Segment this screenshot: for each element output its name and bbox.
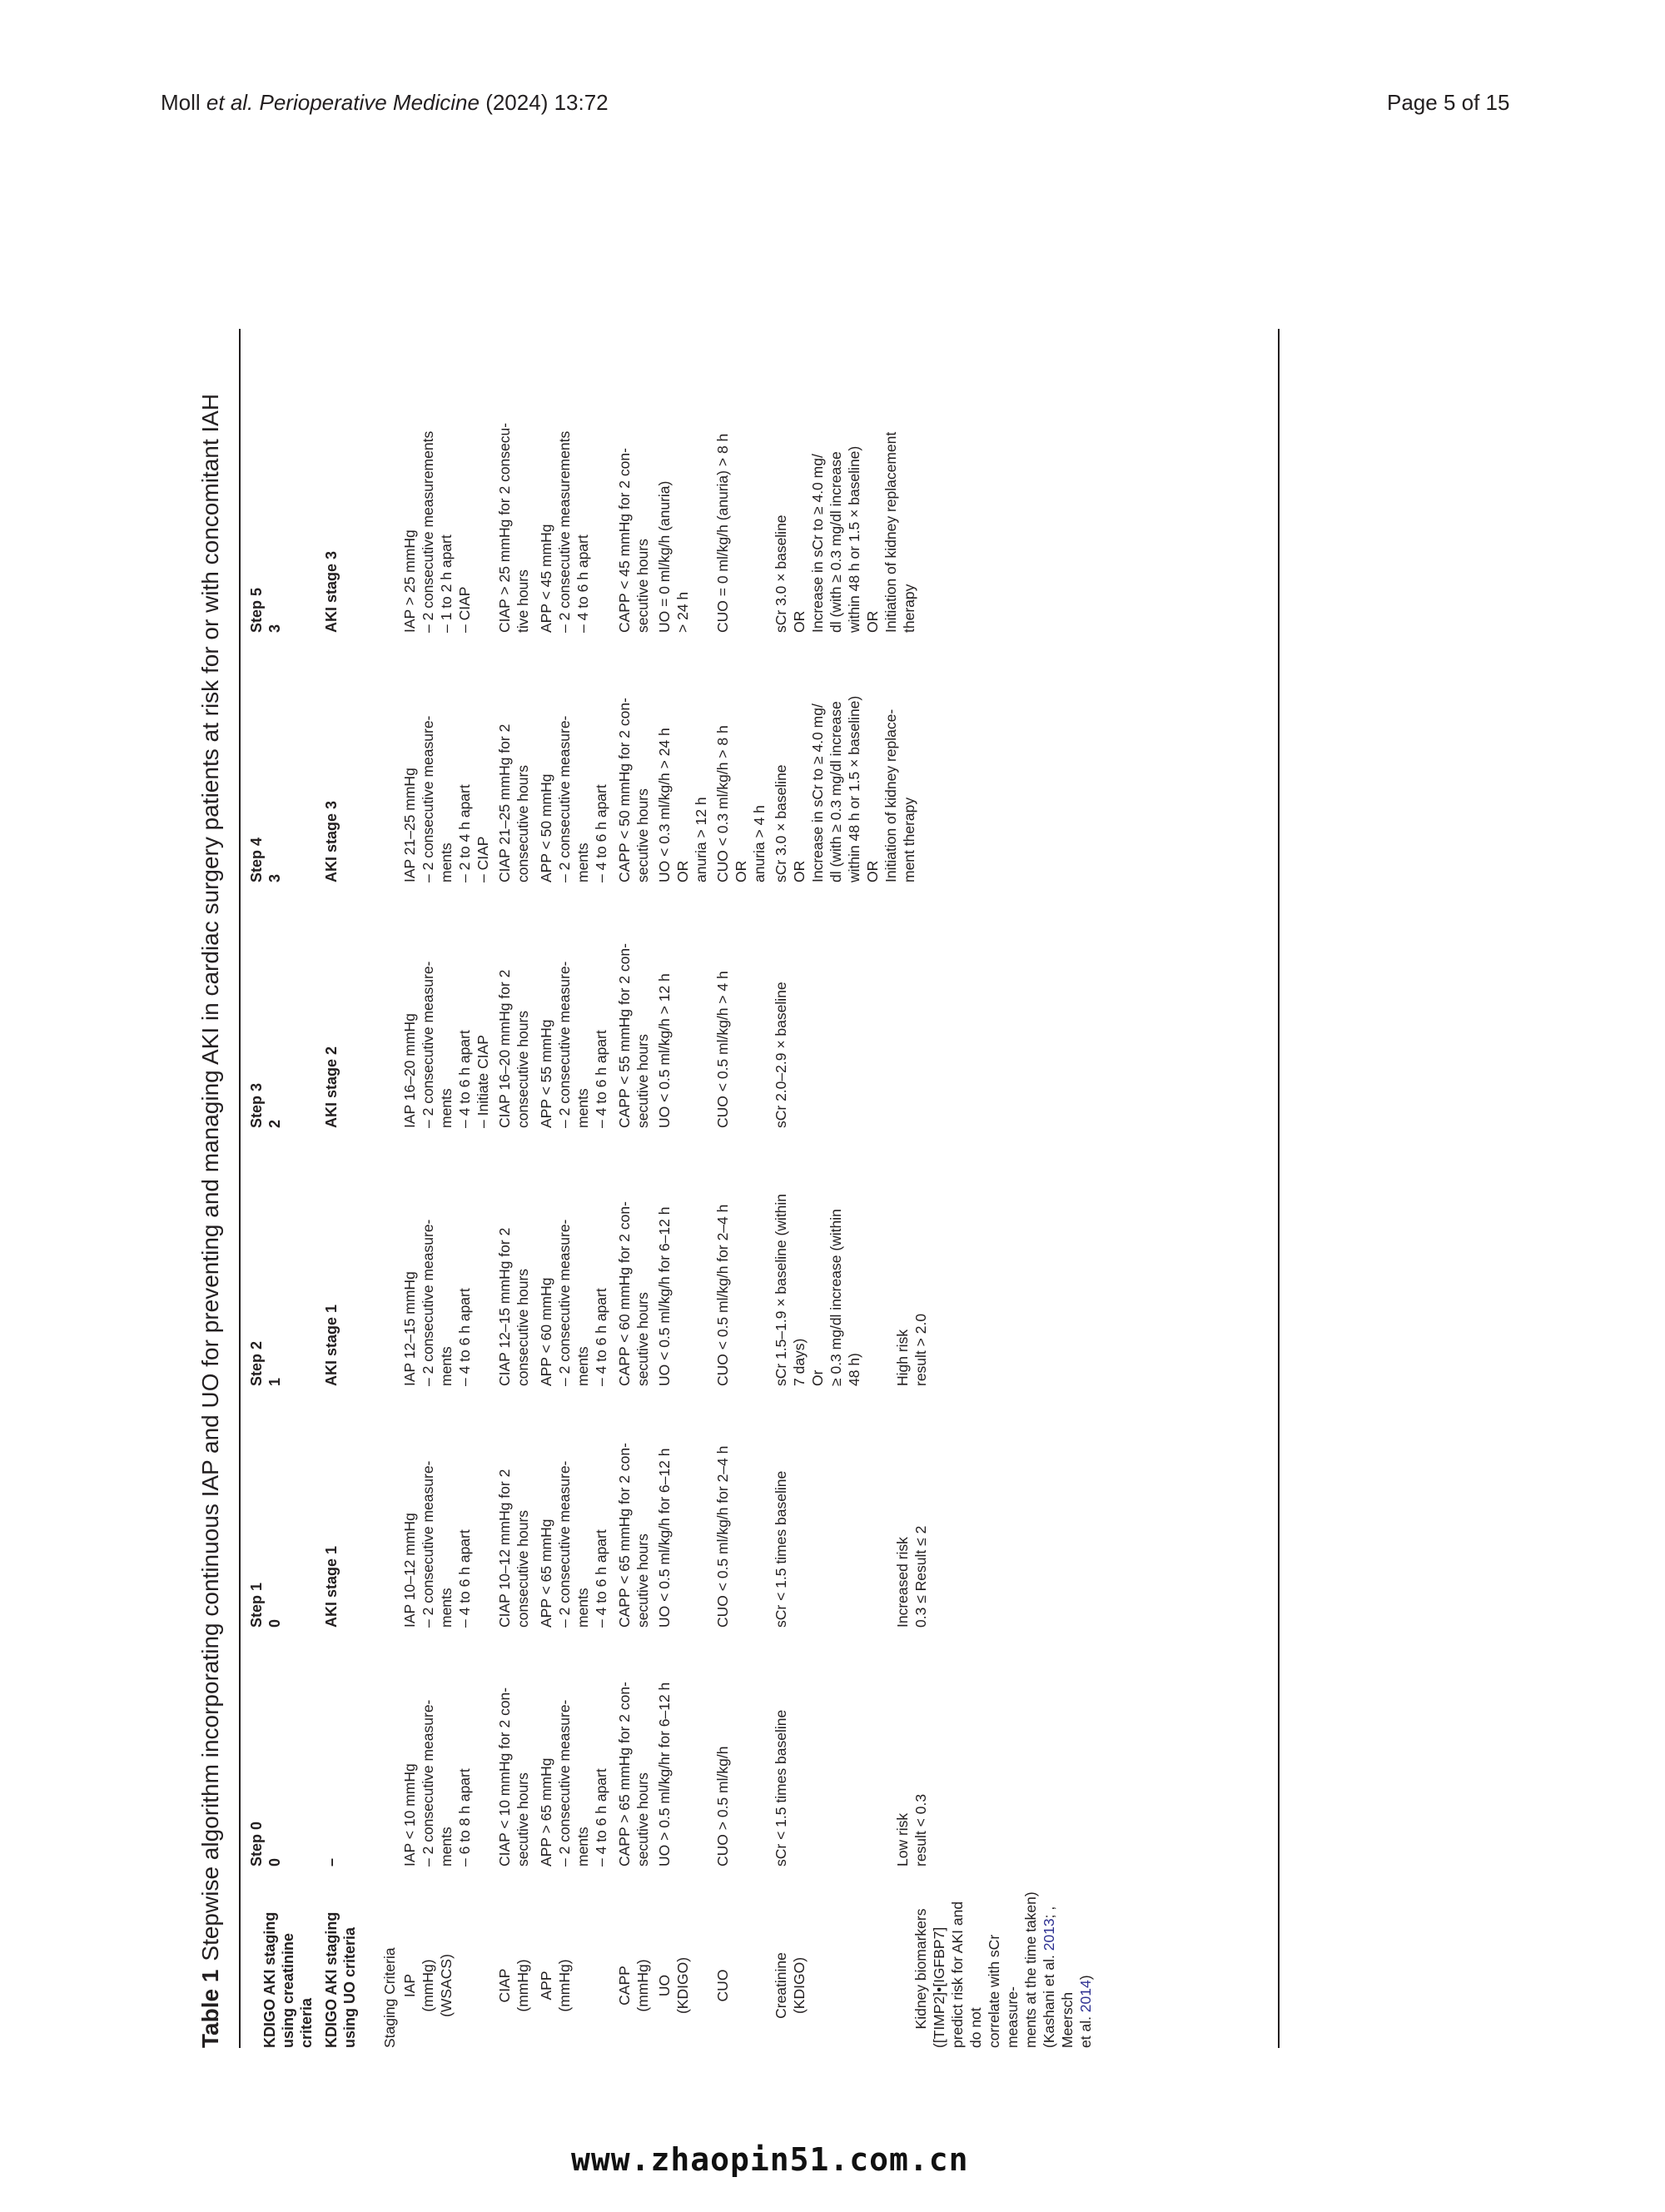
table-cell: sCr < 1.5 times baseline	[773, 1709, 789, 1867]
header-uo-step-3: AKI stage 2	[323, 1046, 340, 1128]
table-cell: Low risk result < 0.3	[894, 1793, 929, 1867]
table-sheet	[196, 329, 1282, 2048]
table-cell: APP < 60 mmHg – 2 consecutive measure- ments – 4 to 6 h apart	[538, 1219, 609, 1386]
table-label: Table 1	[197, 1969, 223, 2048]
table-cell: IAP > 25 mmHg – 2 consecutive measurements – 1 to 2 h apart – CIAP	[401, 430, 473, 633]
table-cell: CAPP < 60 mmHg for 2 con- secutive hours	[616, 1201, 651, 1386]
table-cell: IAP 12–15 mmHg – 2 consecutive measure- ments – 4 to 6 h apart	[401, 1219, 473, 1386]
table-cell: CIAP 10–12 mmHg for 2 consecutive hours	[496, 1469, 531, 1628]
row-label-ciap: CIAP (mmHg)	[496, 1959, 531, 2012]
header-step-1: Step 1 0	[248, 1582, 283, 1628]
table-cell: CIAP 16–20 mmHg for 2 consecutive hours	[496, 969, 531, 1128]
table-cell: CUO < 0.5 ml/kg/h > 4 h	[714, 971, 731, 1128]
biomarkers-title: Kidney biomarkers	[912, 1908, 929, 2030]
table-cell: CIAP > 25 mmHg for 2 consecu- tive hours	[496, 422, 531, 633]
header-uo-step-2: AKI stage 1	[323, 1304, 340, 1386]
table-cell: CUO < 0.5 ml/kg/h for 2–4 h	[714, 1204, 731, 1386]
header-uo-step-4: AKI stage 3	[323, 800, 340, 882]
header-step-5: Step 5 3	[248, 587, 283, 633]
table-cell: APP < 55 mmHg – 2 consecutive measure- ments – 4 to 6 h apart	[538, 961, 609, 1128]
biomarkers-note: ([TIMP2]•[IGFBP7] predict risk for AKI and do not correlate with sCr measure- ments at the time taken) (Kashani et al.	[931, 1891, 1057, 2048]
table-cell: UO < 0.5 ml/kg/h for 6–12 h	[656, 1206, 673, 1386]
table-cell: APP > 65 mmHg – 2 consecutive measure- ments – 4 to 6 h apart	[538, 1699, 609, 1867]
citation-link-kashani[interactable]: 2013	[1041, 1918, 1057, 1951]
table-cell: CUO < 0.5 ml/kg/h for 2–4 h	[714, 1445, 731, 1628]
header-uo-step-5: AKI stage 3	[323, 550, 340, 633]
table-cell: sCr 3.0 × baseline OR Increase in sCr to ≥ 4.0 mg/ dl (with ≥ 0.3 mg/dl increase within 48 h or 1.5 × baseline) OR Initiation of kidney replace- ment therapy	[773, 695, 917, 882]
header-uo-step-1: AKI stage 1	[323, 1545, 340, 1628]
table-cell: sCr < 1.5 times baseline	[773, 1470, 789, 1628]
header-creatinine-label: KDIGO AKI staging using creatinine criteria	[261, 1911, 315, 2048]
table-grid	[196, 329, 1282, 2048]
table-cell: High risk result > 2.0	[894, 1313, 929, 1386]
table-cell: CUO = 0 ml/kg/h (anuria) > 8 h	[714, 433, 731, 633]
table-cell: IAP 10–12 mmHg – 2 consecutive measure- ments – 4 to 6 h apart	[401, 1460, 473, 1628]
table-cell: CAPP < 55 mmHg for 2 con- secutive hours	[616, 943, 651, 1128]
header-uo-step-0: –	[323, 1857, 340, 1867]
header-step-3: Step 3 2	[248, 1082, 283, 1128]
header-step-4: Step 4 3	[248, 837, 283, 882]
table-cell: IAP 16–20 mmHg – 2 consecutive measure- ments – 4 to 6 h apart – Initiate CIAP	[401, 961, 491, 1128]
row-label-capp: CAPP (mmHg)	[616, 1959, 651, 2012]
table-cell: CAPP < 50 mmHg for 2 con- secutive hours	[616, 698, 651, 882]
row-label-uo: UO (KDIGO)	[656, 1956, 691, 2015]
table-cell: CUO > 0.5 ml/kg/h	[714, 1746, 731, 1867]
header-step-0: Step 0 0	[248, 1821, 283, 1867]
table-cell: CAPP < 45 mmHg for 2 con- secutive hours	[616, 448, 651, 633]
table-cell: sCr 1.5–1.9 × baseline (within 7 days) Or ≥ 0.3 mg/dl increase (within 48 h)	[773, 1193, 862, 1386]
table-cell: IAP 21–25 mmHg – 2 consecutive measure- ments – 2 to 4 h apart – CIAP	[401, 715, 491, 882]
row-label-iap: IAP (mmHg) (WSACS)	[401, 1954, 455, 2017]
table-cell: sCr 3.0 × baseline OR Increase in sCr to ≥ 4.0 mg/ dl (with ≥ 0.3 mg/dl increase within 48 h or 1.5 × baseline) OR Initiation of kidney replacement therapy	[773, 431, 917, 633]
table-cell: UO > 0.5 ml/kg/hr for 6–12 h	[656, 1682, 673, 1867]
biomarkers-note-end: )	[1077, 1975, 1094, 1981]
table-caption-text: Stepwise algorithm incorporating continuous IAP and UO for preventing and managing AKI in cardiac surgery patients at risk for or with concomitant IAH	[197, 393, 223, 1961]
header-uo-label: KDIGO AKI staging using UO criteria	[323, 1911, 358, 2048]
table-cell: CIAP 12–15 mmHg for 2 consecutive hours	[496, 1227, 531, 1386]
row-label-kidney-biomarkers	[893, 1890, 1095, 2048]
citation-link-meersch[interactable]: 2014	[1077, 1980, 1094, 2013]
table-cell: UO < 0.3 ml/kg/h > 24 h OR anuria > 12 h	[656, 728, 709, 882]
table-cell: CAPP < 65 mmHg for 2 con- secutive hours	[616, 1443, 651, 1628]
table-cell: CIAP 21–25 mmHg for 2 consecutive hours	[496, 723, 531, 882]
running-head-citation: Moll et al. Perioperative Medicine (2024) 13:72	[161, 90, 609, 115]
table-cell: UO < 0.5 ml/kg/h for 6–12 h	[656, 1448, 673, 1628]
row-label-app: APP (mmHg)	[538, 1959, 573, 2012]
page-number: Page 5 of 15	[1387, 90, 1510, 115]
table-cell: CAPP > 65 mmHg for 2 con- secutive hours	[616, 1682, 651, 1867]
table-cell: CUO < 0.3 ml/kg/h > 8 h OR anuria > 4 h	[714, 725, 768, 882]
table-cell: CIAP < 10 mmHg for 2 con- secutive hours	[496, 1687, 531, 1867]
header-step-2: Step 2 1	[248, 1340, 283, 1386]
table-cell: IAP < 10 mmHg – 2 consecutive measure- ments – 6 to 8 h apart	[401, 1699, 473, 1867]
row-label-creatinine: Creatinine (KDIGO)	[773, 1952, 808, 2019]
table-cell: APP < 65 mmHg – 2 consecutive measure- ments – 4 to 6 h apart	[538, 1460, 609, 1628]
table-cell: UO < 0.5 ml/kg/h > 12 h	[656, 973, 673, 1128]
table-cell: sCr 2.0–2.9 × baseline	[773, 982, 789, 1128]
biomarkers-note-mid: ; , Meersch et al.	[1041, 1906, 1094, 2048]
watermark-url: www.zhaopin51.com.cn	[571, 2141, 969, 2178]
section-label-staging: Staging Criteria	[381, 1947, 398, 2048]
table-cell: Increased risk 0.3 ≤ Result ≤ 2	[894, 1525, 929, 1628]
table-cell: UO = 0 ml/kg/h (anuria) > 24 h	[656, 480, 691, 633]
row-label-cuo: CUO	[714, 1969, 731, 2002]
table-cell: APP < 45 mmHg – 2 consecutive measurements – 4 to 6 h apart	[538, 430, 591, 633]
table-cell: APP < 50 mmHg – 2 consecutive measure- ments – 4 to 6 h apart	[538, 715, 609, 882]
